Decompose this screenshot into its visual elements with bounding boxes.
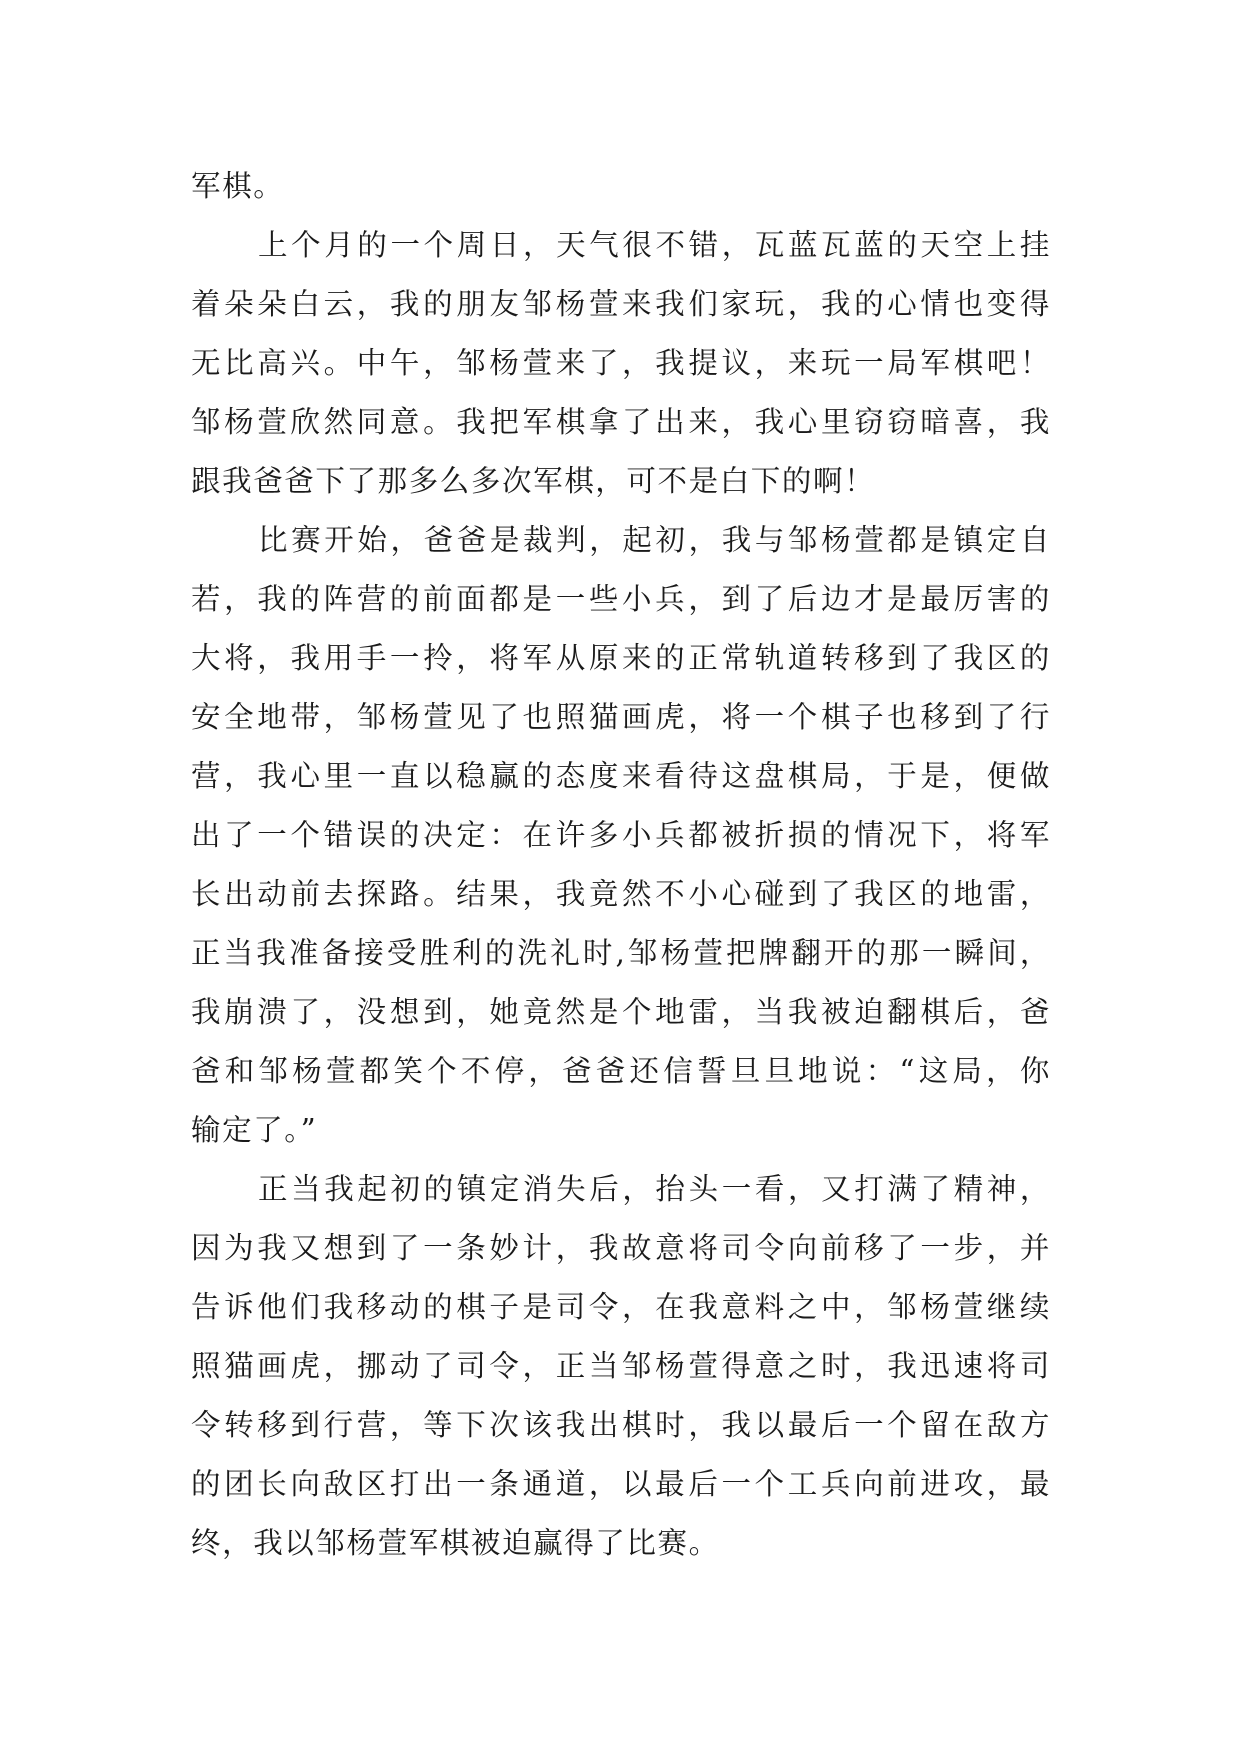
text-line: 告诉他们我移动的棋子是司令，在我意料之中，邹杨萱继续 <box>191 1290 1051 1324</box>
text-line: 营，我心里一直以稳赢的态度来看待这盘棋局，于是，便做 <box>191 759 1051 793</box>
text-line: 正当我准备接受胜利的洗礼时,邹杨萱把牌翻开的那一瞬间， <box>191 936 1051 970</box>
text-line: 终，我以邹杨萱军棋被迫赢得了比赛。 <box>191 1526 720 1560</box>
text-line: 出了一个错误的决定：在许多小兵都被折损的情况下，将军 <box>191 818 1051 852</box>
text-line: 照猫画虎，挪动了司令，正当邹杨萱得意之时，我迅速将司 <box>191 1349 1051 1383</box>
text-line: 着朵朵白云，我的朋友邹杨萱来我们家玩，我的心情也变得 <box>191 287 1051 321</box>
text-line: 无比高兴。中午，邹杨萱来了，我提议，来玩一局军棋吧！ <box>191 346 1051 380</box>
text-line: 大将，我用手一拎，将军从原来的正常轨道转移到了我区的 <box>191 641 1051 675</box>
text-line: 爸和邹杨萱都笑个不停，爸爸还信誓旦旦地说：“这局，你 <box>191 1054 1051 1088</box>
text-line: 军棋。 <box>191 169 285 203</box>
text-line: 令转移到行营，等下次该我出棋时，我以最后一个留在敌方 <box>191 1408 1051 1442</box>
text-line: 的团长向敌区打出一条通道，以最后一个工兵向前进攻，最 <box>191 1467 1051 1501</box>
paragraph-start-line: 上个月的一个周日，天气很不错，瓦蓝瓦蓝的天空上挂 <box>258 228 1051 262</box>
essay-text <box>191 157 1051 1573</box>
text-line: 邹杨萱欣然同意。我把军棋拿了出来，我心里窃窃暗喜，我 <box>191 405 1051 439</box>
text-line: 我崩溃了，没想到，她竟然是个地雷，当我被迫翻棋后，爸 <box>191 995 1051 1029</box>
text-line: 长出动前去探路。结果，我竟然不小心碰到了我区的地雷， <box>191 877 1051 911</box>
text-line: 跟我爸爸下了那多么多次军棋，可不是白下的啊！ <box>191 464 876 498</box>
text-line: 安全地带，邹杨萱见了也照猫画虎，将一个棋子也移到了行 <box>191 700 1051 734</box>
text-line: 因为我又想到了一条妙计，我故意将司令向前移了一步，并 <box>191 1231 1051 1265</box>
paragraph-start-line: 比赛开始，爸爸是裁判，起初，我与邹杨萱都是镇定自 <box>258 523 1051 557</box>
paragraph-start-line: 正当我起初的镇定消失后，抬头一看，又打满了精神， <box>258 1172 1051 1206</box>
text-line: 输定了。” <box>191 1113 318 1147</box>
text-line: 若，我的阵营的前面都是一些小兵，到了后边才是最厉害的 <box>191 582 1051 616</box>
